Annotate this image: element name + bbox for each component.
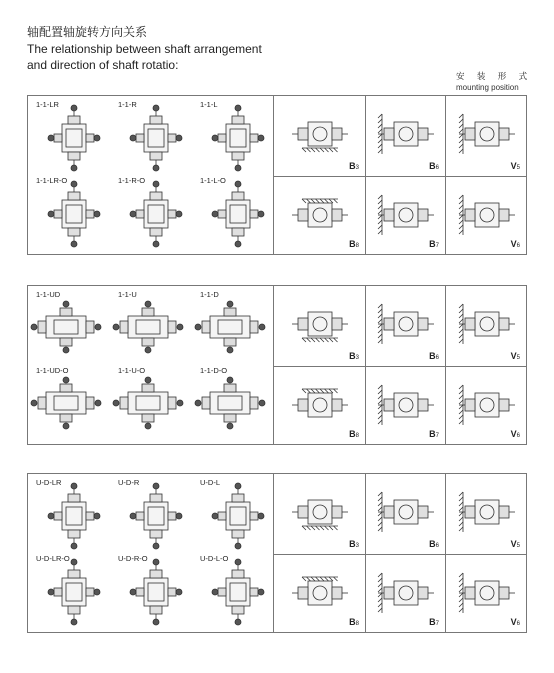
- mounting-position-number: 3: [355, 355, 359, 361]
- mounting-position-letter: B: [429, 239, 436, 249]
- mounting-position-number: 6: [435, 355, 439, 361]
- title-chinese: 轴配置轴旋转方向关系: [27, 25, 148, 39]
- mounting-position-number: 6: [435, 543, 439, 549]
- mounting-position-diagram: [455, 191, 519, 239]
- arrangement-code: 1-1-L: [200, 100, 218, 109]
- arrangement-code: U-D-R-O: [118, 554, 148, 563]
- mounting-position-letter: B: [349, 617, 356, 627]
- arrangement-section: [27, 473, 527, 633]
- mounting-position-grid: [273, 474, 526, 632]
- gearbox-arrangement-diagram: [214, 114, 274, 170]
- mounting-position-label-en: mounting position: [456, 83, 519, 92]
- mounting-position-cell: [445, 96, 526, 176]
- arrangement-grid: [28, 474, 273, 632]
- arrangement-code: 1-1-D-O: [200, 366, 228, 375]
- arrangement-code: 1-1-L-O: [200, 176, 226, 185]
- mounting-position-cell: [445, 366, 526, 444]
- mounting-position-code: [349, 617, 359, 627]
- gearbox-arrangement-diagram: [202, 304, 262, 360]
- arrangement-code: U-D-LR: [36, 478, 62, 487]
- arrangement-code: U-D-R: [118, 478, 140, 487]
- mounting-position-diagram: [288, 569, 352, 617]
- mounting-position-diagram: [455, 300, 519, 348]
- arrangement-code: U-D-L-O: [200, 554, 229, 563]
- mounting-position-cell: [273, 96, 365, 176]
- mounting-position-letter: B: [349, 351, 356, 361]
- mounting-position-number: 3: [355, 165, 359, 171]
- mounting-position-number: 6: [516, 621, 520, 627]
- arrangement-code: 1-1-R: [118, 100, 137, 109]
- mounting-position-diagram: [288, 300, 352, 348]
- arrangement-code: 1-1-U-O: [118, 366, 146, 375]
- mounting-position-cell: [365, 554, 445, 632]
- gearbox-arrangement-diagram: [132, 492, 192, 548]
- arrangement-code: U-D-L: [200, 478, 220, 487]
- mounting-position-diagram: [374, 191, 438, 239]
- mounting-position-cell: [365, 96, 445, 176]
- mounting-position-number: 7: [435, 621, 439, 627]
- title-english-line1: The relationship between shaft arrangement: [27, 42, 262, 56]
- mounting-position-letter: B: [349, 239, 356, 249]
- mounting-position-code: [511, 539, 520, 549]
- mounting-position-diagram: [455, 110, 519, 158]
- mounting-position-code: [349, 239, 359, 249]
- mounting-position-diagram: [374, 110, 438, 158]
- mounting-position-diagram: [288, 488, 352, 536]
- arrangement-code: 1-1-UD: [36, 290, 61, 299]
- mounting-position-diagram: [455, 488, 519, 536]
- arrangement-code: 1-1-UD-O: [36, 366, 69, 375]
- mounting-position-number: 8: [355, 243, 359, 249]
- mounting-position-code: [429, 617, 439, 627]
- mounting-position-cell: [273, 176, 365, 254]
- mounting-position-cell: [365, 366, 445, 444]
- title-english-line2: and direction of shaft rotatio:: [27, 58, 179, 72]
- mounting-position-cell: [365, 176, 445, 254]
- mounting-position-code: [349, 161, 359, 171]
- mounting-position-number: 5: [516, 165, 520, 171]
- gearbox-arrangement-diagram: [132, 190, 192, 246]
- mounting-position-label-cn: 安 装 形 式: [456, 71, 533, 81]
- mounting-position-letter: V: [510, 617, 517, 627]
- gearbox-arrangement-diagram: [132, 568, 192, 624]
- mounting-position-letter: B: [429, 429, 436, 439]
- gearbox-arrangement-diagram: [214, 492, 274, 548]
- gearbox-arrangement-diagram: [120, 304, 180, 360]
- gearbox-arrangement-diagram: [120, 380, 180, 436]
- gearbox-arrangement-diagram: [50, 568, 110, 624]
- mounting-position-diagram: [288, 191, 352, 239]
- mounting-position-grid: [273, 96, 526, 254]
- arrangement-section: [27, 95, 527, 255]
- mounting-position-diagram: [288, 110, 352, 158]
- mounting-position-cell: [445, 176, 526, 254]
- mounting-position-code: [511, 239, 520, 249]
- mounting-position-letter: B: [429, 539, 436, 549]
- gearbox-arrangement-diagram: [132, 114, 192, 170]
- mounting-position-cell: [445, 474, 526, 554]
- arrangement-grid: [28, 286, 273, 444]
- mounting-position-number: 8: [355, 433, 359, 439]
- mounting-position-number: 3: [355, 543, 359, 549]
- mounting-position-number: 7: [435, 243, 439, 249]
- arrangement-section: [27, 285, 527, 445]
- mounting-position-letter: V: [510, 539, 517, 549]
- mounting-position-cell: [445, 554, 526, 632]
- mounting-position-cell: [273, 554, 365, 632]
- mounting-position-diagram: [455, 569, 519, 617]
- gearbox-arrangement-diagram: [50, 492, 110, 548]
- gearbox-arrangement-diagram: [50, 114, 110, 170]
- mounting-position-code: [511, 161, 520, 171]
- mounting-position-diagram: [288, 381, 352, 429]
- mounting-position-letter: V: [510, 351, 517, 361]
- arrangement-code: 1-1-D: [200, 290, 219, 299]
- gearbox-arrangement-diagram: [50, 190, 110, 246]
- mounting-position-number: 6: [516, 243, 520, 249]
- gearbox-arrangement-diagram: [214, 568, 274, 624]
- mounting-position-code: [429, 539, 439, 549]
- gearbox-arrangement-diagram: [214, 190, 274, 246]
- gearbox-arrangement-diagram: [202, 380, 262, 436]
- mounting-position-cell: [273, 366, 365, 444]
- mounting-position-diagram: [374, 300, 438, 348]
- mounting-position-code: [511, 429, 520, 439]
- mounting-position-letter: B: [349, 161, 356, 171]
- mounting-position-cell: [365, 286, 445, 366]
- arrangement-code: 1-1-LR-O: [36, 176, 68, 185]
- mounting-position-diagram: [374, 569, 438, 617]
- gearbox-arrangement-diagram: [38, 304, 98, 360]
- mounting-position-cell: [445, 286, 526, 366]
- mounting-position-code: [429, 429, 439, 439]
- mounting-position-diagram: [374, 381, 438, 429]
- mounting-position-diagram: [374, 488, 438, 536]
- mounting-position-number: 6: [435, 165, 439, 171]
- mounting-position-letter: B: [349, 539, 356, 549]
- mounting-position-cell: [273, 286, 365, 366]
- arrangement-grid: [28, 96, 273, 254]
- mounting-position-code: [349, 351, 359, 361]
- mounting-position-code: [429, 351, 439, 361]
- mounting-position-grid: [273, 286, 526, 444]
- arrangement-code: 1-1-LR: [36, 100, 59, 109]
- mounting-position-diagram: [455, 381, 519, 429]
- mounting-position-number: 8: [355, 621, 359, 627]
- mounting-position-number: 7: [435, 433, 439, 439]
- mounting-position-number: 5: [516, 543, 520, 549]
- gearbox-arrangement-diagram: [38, 380, 98, 436]
- mounting-position-letter: B: [429, 617, 436, 627]
- mounting-position-code: [349, 539, 359, 549]
- mounting-position-letter: B: [429, 161, 436, 171]
- mounting-position-cell: [273, 474, 365, 554]
- mounting-position-number: 5: [516, 355, 520, 361]
- arrangement-code: U-D-LR-O: [36, 554, 70, 563]
- mounting-position-letter: V: [510, 161, 517, 171]
- mounting-position-letter: B: [349, 429, 356, 439]
- mounting-position-letter: V: [510, 239, 517, 249]
- mounting-position-code: [511, 351, 520, 361]
- mounting-position-code: [429, 239, 439, 249]
- mounting-position-letter: B: [429, 351, 436, 361]
- mounting-position-code: [511, 617, 520, 627]
- arrangement-code: 1-1-R-O: [118, 176, 146, 185]
- mounting-position-number: 6: [516, 433, 520, 439]
- mounting-position-letter: V: [510, 429, 517, 439]
- mounting-position-code: [349, 429, 359, 439]
- arrangement-code: 1-1-U: [118, 290, 137, 299]
- mounting-position-cell: [365, 474, 445, 554]
- mounting-position-code: [429, 161, 439, 171]
